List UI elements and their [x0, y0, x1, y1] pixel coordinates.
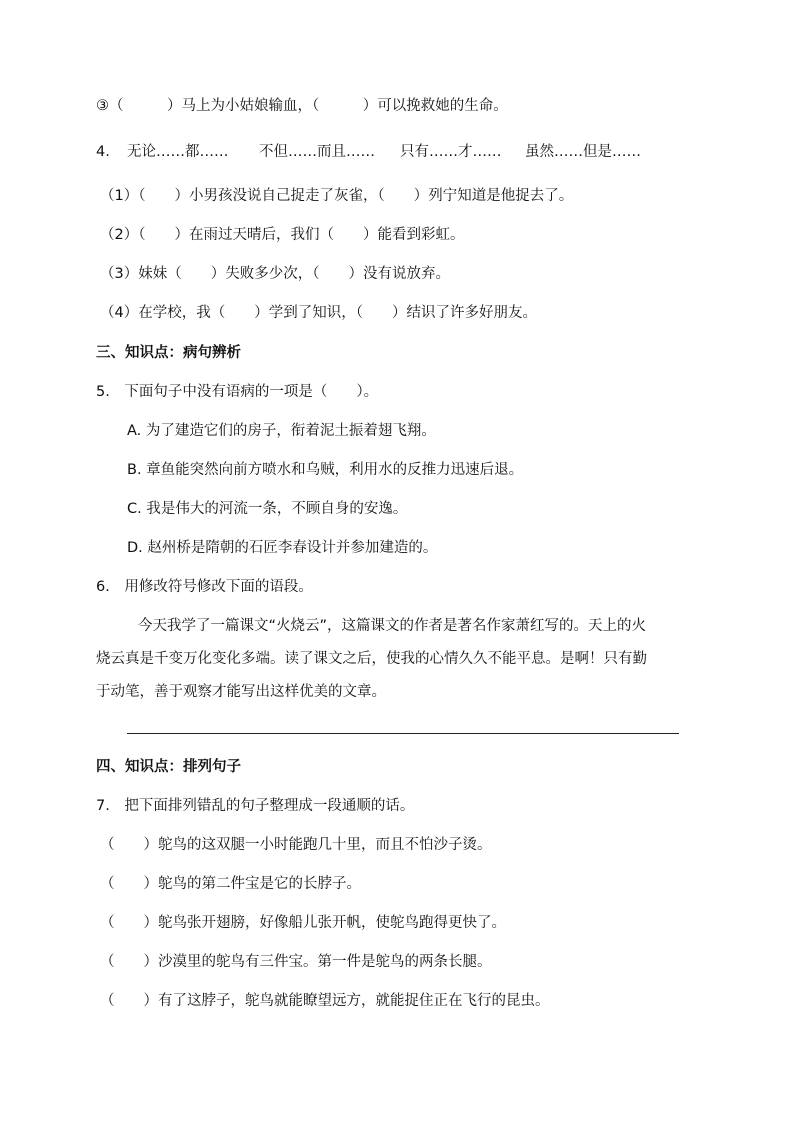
q7-item-3: （ ）鸵鸟张开翅膀，好像船儿张开帆，使鸵鸟跑得更快了。 [100, 915, 506, 931]
q6-passage-line-1: 今天我学了一篇课文“火烧云”，这篇课文的作者是著名作家萧红写的。天上的火 [138, 618, 647, 634]
q5-option-c: C. 我是伟大的河流一条，不顾自身的安逸。 [127, 501, 408, 517]
q6-passage-line-2: 烧云真是千变万化变化多端。读了课文之后，使我的心情久久不能平息。是啊！只有勤 [96, 651, 647, 667]
section4-heading: 四、知识点：排列句子 [96, 759, 241, 775]
q7-stem: 7. 把下面排列错乱的句子整理成一段通顺的话。 [96, 798, 415, 814]
q7-item-1: （ ）鸵鸟的这双腿一小时能跑几十里，而且不怕沙子烫。 [100, 837, 492, 853]
q5-stem: 5. 下面句子中没有语病的一项是（ ）。 [96, 384, 379, 400]
q7-item-4: （ ）沙漠里的鸵鸟有三件宝。第一件是鸵鸟的两条长腿。 [100, 954, 492, 970]
q7-item-2: （ ）鸵鸟的第二件宝是它的长脖子。 [100, 876, 361, 892]
q5-option-d: D. 赵州桥是隋朝的石匠李春设计并参加建造的。 [127, 540, 438, 556]
q4-choice-3: 只有……才…… [400, 144, 502, 160]
q6-passage-line-3: 于动笔，善于观察才能写出这样优美的文章。 [96, 684, 386, 700]
q4-choice-1: 无论……都…… [127, 144, 229, 160]
q7-item-5: （ ）有了这脖子，鸵鸟就能瞭望远方，就能捉住正在飞行的昆虫。 [100, 993, 550, 1009]
q4-item-4: （4）在学校，我（ ）学到了知识，（ ）结识了许多好朋友。 [100, 305, 537, 321]
section3-heading: 三、知识点：病句辨析 [96, 345, 241, 361]
answer-line[interactable] [127, 733, 679, 734]
q4-number: 4. [96, 144, 110, 160]
q5-option-b: B. 章鱼能突然向前方喷水和乌贼，利用水的反推力迅速后退。 [127, 462, 524, 478]
q3-item3: ③（ ）马上为小姑娘输血，（ ）可以挽救她的生命。 [96, 98, 508, 114]
q4-choice-2: 不但……而且…… [259, 144, 375, 160]
q4-choice-4: 虽然……但是…… [525, 144, 641, 160]
q4-item-1: （1）（ ）小男孩没说自己捉走了灰雀，（ ）列宁知道是他捉去了。 [100, 188, 574, 204]
q6-stem: 6. 用修改符号修改下面的语段。 [96, 579, 313, 595]
q4-item-3: （3）妹妹（ ）失败多少次，（ ）没有说放弃。 [100, 266, 450, 282]
q4-item-2: （2）（ ）在雨过天晴后，我们（ ）能看到彩虹。 [100, 227, 465, 243]
q5-option-a: A. 为了建造它们的房子，衔着泥土振着翅飞翔。 [127, 423, 436, 439]
